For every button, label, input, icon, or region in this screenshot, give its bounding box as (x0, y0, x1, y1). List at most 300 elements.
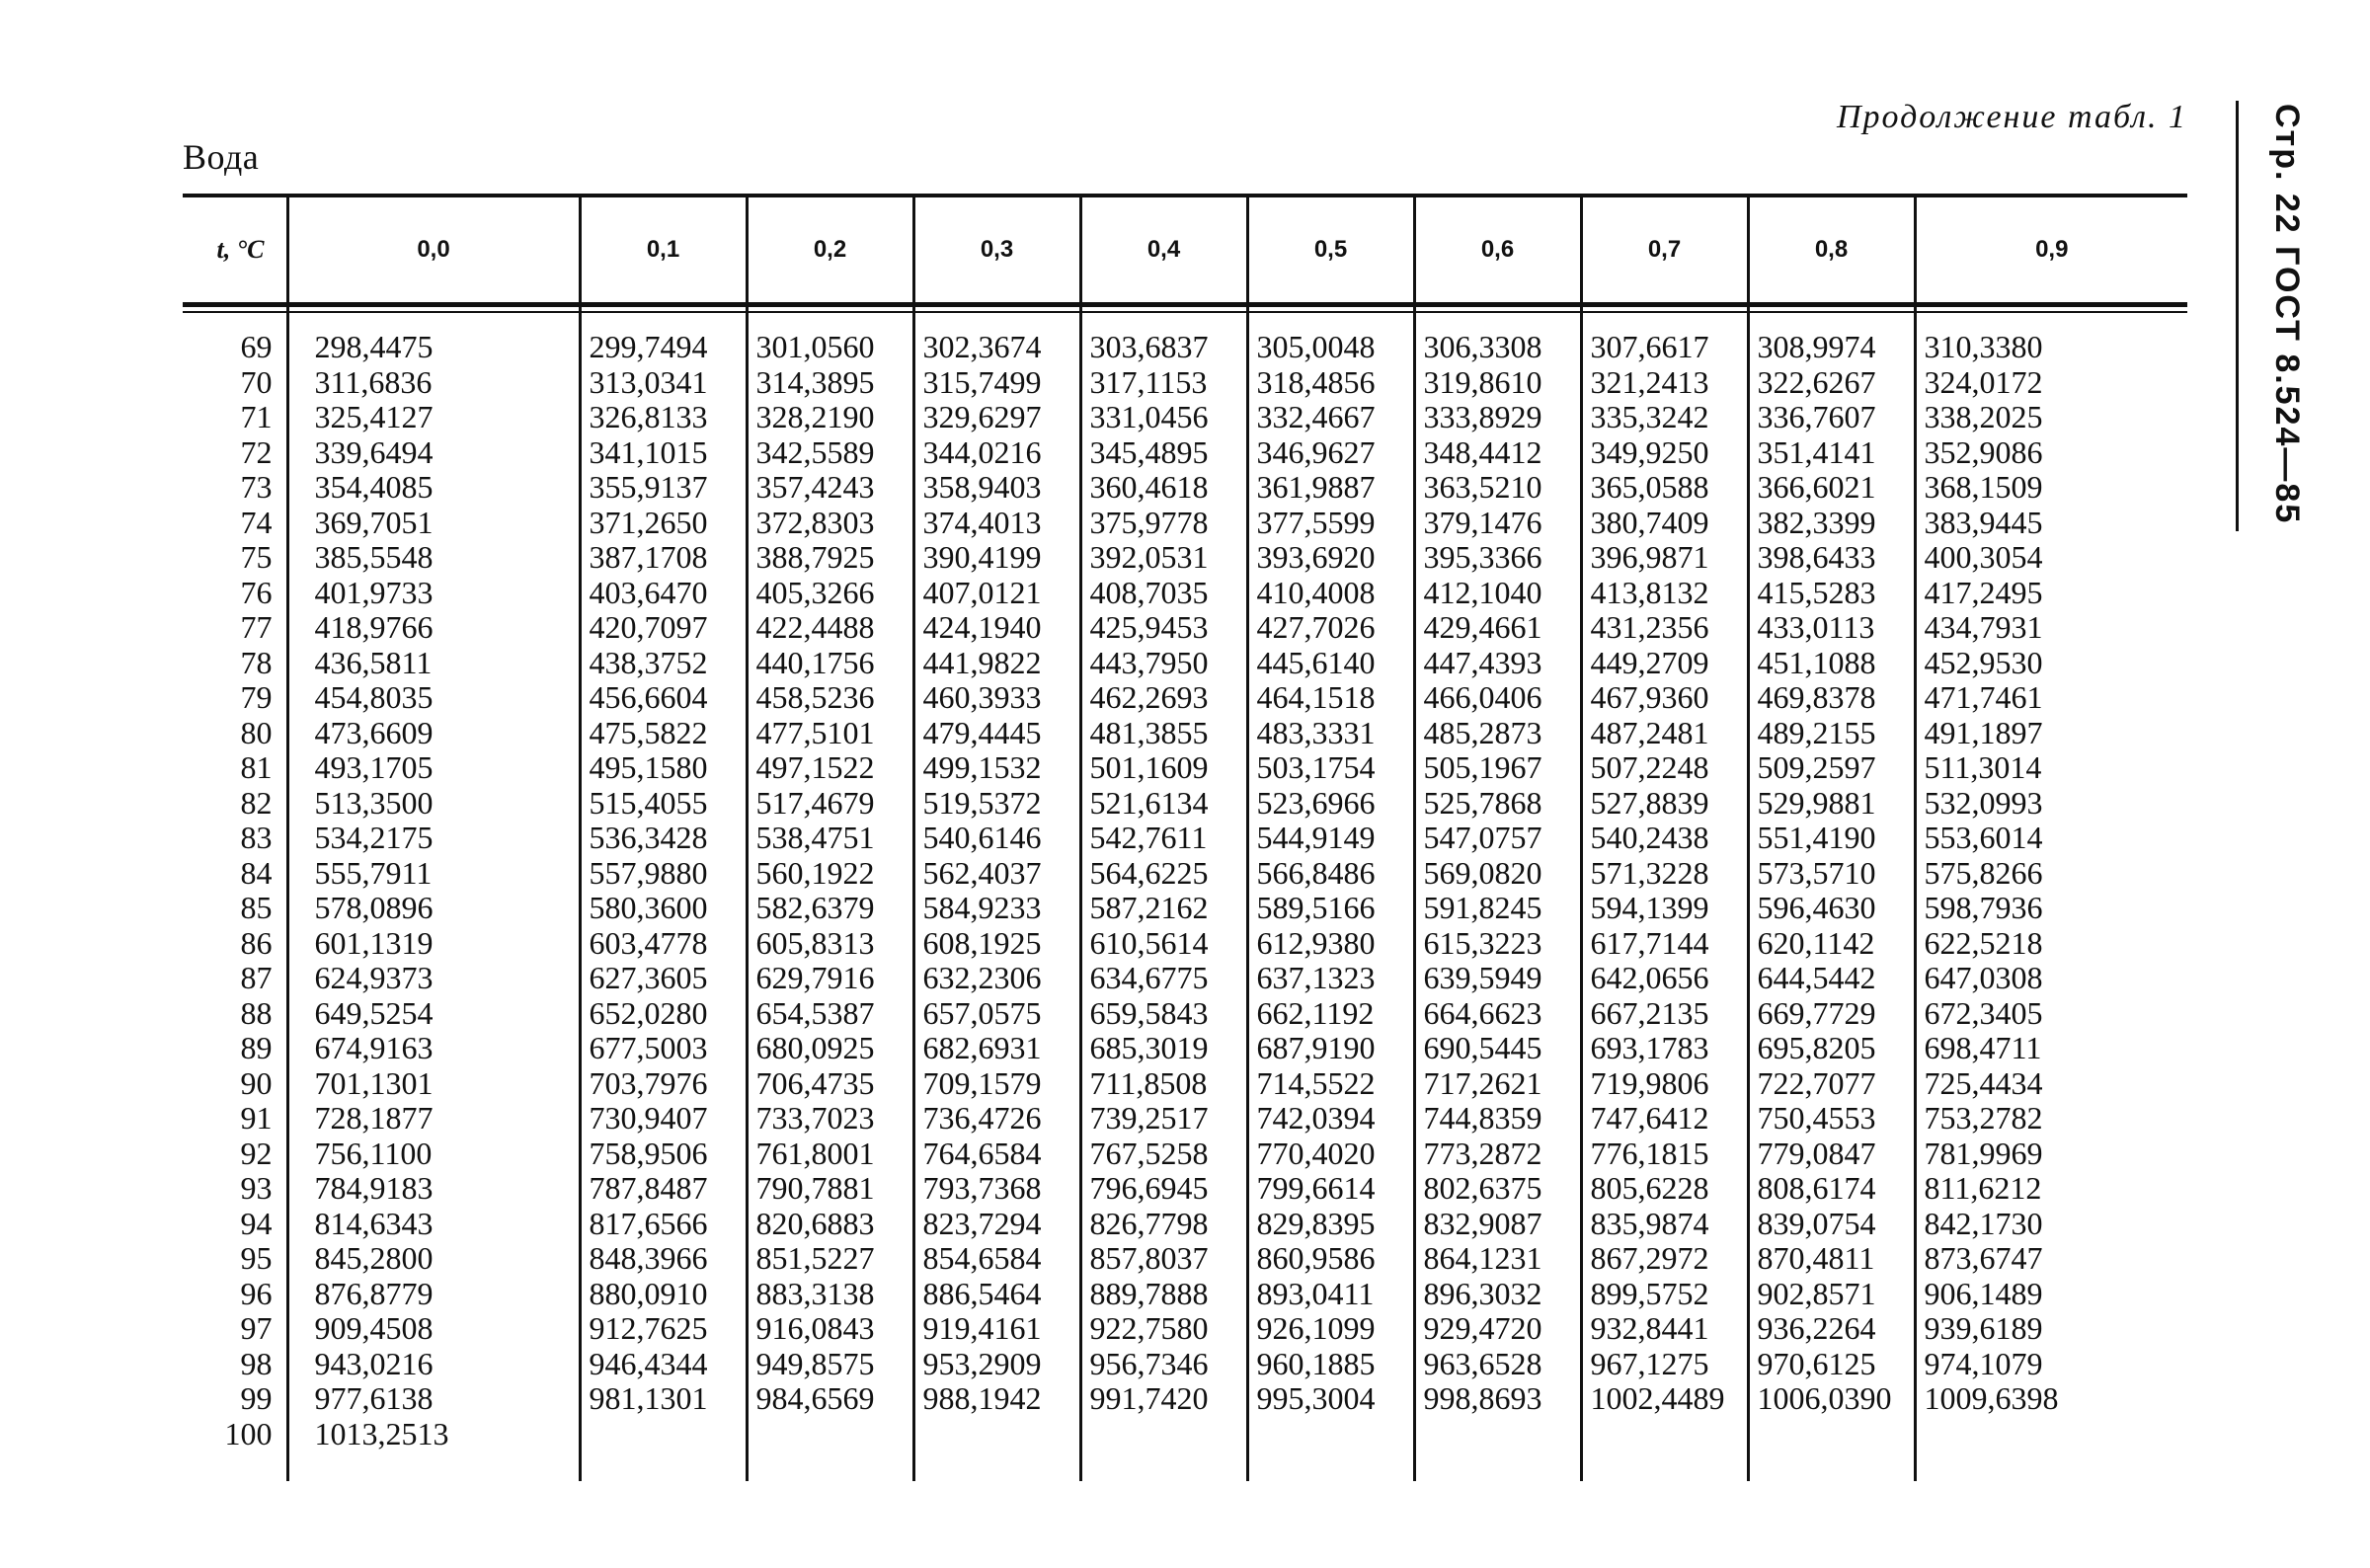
temperature-cell: 90 (240, 1064, 273, 1101)
value-cell: 622,5218 (1915, 926, 2187, 962)
table-row (183, 961, 2187, 996)
temperature-cell: 88 (240, 994, 273, 1031)
value-cell: 906,1489 (1915, 1277, 2187, 1312)
column-header: 0,1 (580, 197, 747, 302)
value-cell: 864,1231 (1414, 1241, 1581, 1277)
value-cell: 889,7888 (1080, 1277, 1247, 1312)
value-cell: 893,0411 (1247, 1277, 1414, 1312)
value-cell: 719,9806 (1581, 1066, 1748, 1102)
value-cell: 534,2175 (287, 821, 580, 856)
value-cell: 532,0993 (1915, 786, 2187, 822)
value-cell: 601,1319 (287, 926, 580, 962)
value-cell: 523,6966 (1247, 786, 1414, 822)
value-cell: 984,6569 (747, 1381, 913, 1417)
value-cell: 499,1532 (913, 750, 1080, 786)
value-cell: 652,0280 (580, 996, 747, 1032)
value-cell: 521,6134 (1080, 786, 1247, 822)
value-cell: 449,2709 (1581, 646, 1748, 681)
value-cell: 615,3223 (1414, 926, 1581, 962)
value-cell: 793,7368 (913, 1171, 1080, 1207)
value-cell: 540,2438 (1581, 821, 1748, 856)
temperature-cell: 86 (240, 924, 273, 961)
table-row (183, 1277, 2187, 1312)
value-cell: 375,9778 (1080, 506, 1247, 541)
value-cell: 644,5442 (1748, 961, 1915, 996)
spacer-cell (1581, 302, 1748, 330)
value-cell: 377,5599 (1247, 506, 1414, 541)
value-cell: 311,6836 (287, 365, 580, 401)
value-cell: 431,2356 (1581, 610, 1748, 646)
value-cell: 412,1040 (1414, 576, 1581, 611)
temperature-cell: 85 (240, 890, 273, 925)
value-cell: 805,6228 (1581, 1171, 1748, 1207)
value-cell: 711,8508 (1080, 1066, 1247, 1102)
spacer-cell (1748, 302, 1915, 330)
value-cell: 319,8610 (1414, 365, 1581, 401)
value-cell: 505,1967 (1414, 750, 1581, 786)
value-cell: 536,3428 (580, 821, 747, 856)
value-cell: 1009,6398 (1915, 1381, 2187, 1417)
value-cell: 422,4488 (747, 610, 913, 646)
value-cell: 717,2621 (1414, 1066, 1581, 1102)
value-cell: 956,7346 (1080, 1347, 1247, 1382)
table-row (183, 1031, 2187, 1066)
value-cell: 627,3605 (580, 961, 747, 996)
value-cell: 390,4199 (913, 540, 1080, 576)
value-cell: 403,6470 (580, 576, 747, 611)
value-cell: 764,6584 (913, 1137, 1080, 1172)
value-cell: 313,0341 (580, 365, 747, 401)
value-cell: 315,7499 (913, 365, 1080, 401)
value-cell: 657,0575 (913, 996, 1080, 1032)
value-cell: 880,0910 (580, 1277, 747, 1312)
value-cell: 540,6146 (913, 821, 1080, 856)
value-cell: 1013,2513 (287, 1417, 580, 1452)
value-cell: 829,8395 (1247, 1207, 1414, 1242)
value-cell: 398,6433 (1748, 540, 1915, 576)
table-body (183, 302, 2187, 1481)
table-row (183, 330, 2187, 365)
temperature-cell: 75 (240, 539, 273, 575)
value-cell: 345,4895 (1080, 435, 1247, 471)
table-row (183, 576, 2187, 611)
value-cell: 624,9373 (287, 961, 580, 996)
value-cell: 564,6225 (1080, 856, 1247, 892)
value-cell: 420,7097 (580, 610, 747, 646)
value-cell: 608,1925 (913, 926, 1080, 962)
value-cell: 517,4679 (747, 786, 913, 822)
value-cell: 310,3380 (1915, 330, 2187, 365)
value-cell: 594,1399 (1581, 891, 1748, 926)
temperature-cell: 72 (240, 433, 273, 470)
value-cell: 706,4735 (747, 1066, 913, 1102)
value-cell: 471,7461 (1915, 680, 2187, 716)
column-header: 0,7 (1581, 197, 1748, 302)
value-cell: 301,0560 (747, 330, 913, 365)
tail-cell (1748, 1451, 1915, 1481)
value-cell: 425,9453 (1080, 610, 1247, 646)
value-cell: 303,6837 (1080, 330, 1247, 365)
tail-cell (1414, 1451, 1581, 1481)
value-cell: 415,5283 (1748, 576, 1915, 611)
value-cell: 808,6174 (1748, 1171, 1915, 1207)
value-cell: 981,1301 (580, 1381, 747, 1417)
value-cell: 802,6375 (1414, 1171, 1581, 1207)
value-cell: 870,4811 (1748, 1241, 1915, 1277)
value-cell: 664,6623 (1414, 996, 1581, 1032)
value-cell: 475,5822 (580, 716, 747, 751)
value-cell: 953,2909 (913, 1347, 1080, 1382)
value-cell: 582,6379 (747, 891, 913, 926)
tail-cell (1080, 1451, 1247, 1481)
side-header (2247, 104, 2306, 525)
tail-cell (747, 1451, 913, 1481)
table-row (183, 1241, 2187, 1277)
value-cell (1247, 1417, 1414, 1452)
value-cell: 349,9250 (1581, 435, 1748, 471)
header-spacer-row (183, 302, 2187, 330)
value-cell: 580,3600 (580, 891, 747, 926)
value-cell: 899,5752 (1581, 1277, 1748, 1312)
value-cell: 380,7409 (1581, 506, 1748, 541)
value-cell: 321,2413 (1581, 365, 1748, 401)
table-row (183, 996, 2187, 1032)
table-row (183, 540, 2187, 576)
value-cell: 413,8132 (1581, 576, 1748, 611)
value-cell: 305,0048 (1247, 330, 1414, 365)
value-cell: 477,5101 (747, 716, 913, 751)
value-cell: 434,7931 (1915, 610, 2187, 646)
value-cell: 467,9360 (1581, 680, 1748, 716)
data-table (183, 197, 2187, 1481)
value-cell: 744,8359 (1414, 1101, 1581, 1137)
value-cell: 773,2872 (1414, 1137, 1581, 1172)
value-cell: 598,7936 (1915, 891, 2187, 926)
value-cell: 351,4141 (1748, 435, 1915, 471)
value-cell: 383,9445 (1915, 506, 2187, 541)
value-cell: 372,8303 (747, 506, 913, 541)
value-cell: 835,9874 (1581, 1207, 1748, 1242)
value-cell: 407,0121 (913, 576, 1080, 611)
value-cell: 637,1323 (1247, 961, 1414, 996)
value-cell: 842,1730 (1915, 1207, 2187, 1242)
value-cell: 328,2190 (747, 400, 913, 435)
value-cell: 360,4618 (1080, 470, 1247, 506)
value-cell: 932,8441 (1581, 1311, 1748, 1347)
value-cell: 358,9403 (913, 470, 1080, 506)
value-cell: 436,5811 (287, 646, 580, 681)
value-cell: 649,5254 (287, 996, 580, 1032)
value-cell: 963,6528 (1414, 1347, 1581, 1382)
value-cell: 796,6945 (1080, 1171, 1247, 1207)
temperature-cell: 91 (240, 1100, 273, 1136)
value-cell: 338,2025 (1915, 400, 2187, 435)
value-cell: 814,6343 (287, 1207, 580, 1242)
spacer-cell (1247, 302, 1414, 330)
value-cell: 318,4856 (1247, 365, 1414, 401)
value-cell: 339,6494 (287, 435, 580, 471)
value-cell: 896,3032 (1414, 1277, 1581, 1312)
value-cell: 603,4778 (580, 926, 747, 962)
value-cell: 354,4085 (287, 470, 580, 506)
value-cell: 916,0843 (747, 1311, 913, 1347)
value-cell: 761,8001 (747, 1137, 913, 1172)
value-cell: 569,0820 (1414, 856, 1581, 892)
value-cell: 538,4751 (747, 821, 913, 856)
value-cell: 1002,4489 (1581, 1381, 1748, 1417)
table-row (183, 646, 2187, 681)
temperature-cell: 80 (240, 714, 273, 750)
value-cell: 369,7051 (287, 506, 580, 541)
value-cell: 770,4020 (1247, 1137, 1414, 1172)
value-cell: 919,4161 (913, 1311, 1080, 1347)
temperature-cell: 95 (240, 1240, 273, 1276)
value-cell: 560,1922 (747, 856, 913, 892)
value-cell: 551,4190 (1748, 821, 1915, 856)
value-cell: 605,8313 (747, 926, 913, 962)
value-cell: 848,3966 (580, 1241, 747, 1277)
table-row (183, 1347, 2187, 1382)
value-cell: 491,1897 (1915, 716, 2187, 751)
value-cell: 382,3399 (1748, 506, 1915, 541)
value-cell: 709,1579 (913, 1066, 1080, 1102)
value-cell: 587,2162 (1080, 891, 1247, 926)
value-cell: 654,5387 (747, 996, 913, 1032)
value-cell: 366,6021 (1748, 470, 1915, 506)
value-cell: 902,8571 (1748, 1277, 1915, 1312)
value-cell: 839,0754 (1748, 1207, 1915, 1242)
column-header: 0,3 (913, 197, 1080, 302)
table-row (183, 470, 2187, 506)
value-cell (1915, 1417, 2187, 1452)
value-cell: 629,7916 (747, 961, 913, 996)
spacer-cell (580, 302, 747, 330)
temperature-cell: 96 (240, 1275, 273, 1311)
side-header-text: Стр. 22 ГОСТ 8.524—85 (2268, 104, 2306, 525)
temperature-cell: 98 (240, 1345, 273, 1381)
value-cell: 519,5372 (913, 786, 1080, 822)
value-cell: 454,8035 (287, 680, 580, 716)
value-cell: 991,7420 (1080, 1381, 1247, 1417)
value-cell: 324,0172 (1915, 365, 2187, 401)
value-cell: 639,5949 (1414, 961, 1581, 996)
table-row (183, 1311, 2187, 1347)
value-cell: 722,7077 (1748, 1066, 1915, 1102)
value-cell: 368,1509 (1915, 470, 2187, 506)
spacer-cell (1915, 302, 2187, 330)
value-cell: 677,5003 (580, 1031, 747, 1066)
table-row (183, 680, 2187, 716)
value-cell: 333,8929 (1414, 400, 1581, 435)
value-cell: 371,2650 (580, 506, 747, 541)
value-cell: 736,4726 (913, 1101, 1080, 1137)
value-cell: 341,1015 (580, 435, 747, 471)
value-cell: 787,8487 (580, 1171, 747, 1207)
value-cell: 329,6297 (913, 400, 1080, 435)
value-cell: 544,9149 (1247, 821, 1414, 856)
value-cell: 610,5614 (1080, 926, 1247, 962)
value-cell (1581, 1417, 1748, 1452)
value-cell: 408,7035 (1080, 576, 1247, 611)
value-cell: 307,6617 (1581, 330, 1748, 365)
table-row (183, 1381, 2187, 1417)
temperature-cell: 79 (240, 679, 273, 715)
value-cell: 883,3138 (747, 1277, 913, 1312)
temperature-cell: 71 (240, 399, 273, 434)
value-cell: 314,3895 (747, 365, 913, 401)
value-cell: 400,3054 (1915, 540, 2187, 576)
value-cell: 427,7026 (1247, 610, 1414, 646)
value-cell: 374,4013 (913, 506, 1080, 541)
spacer-cell (1414, 302, 1581, 330)
value-cell: 669,7729 (1748, 996, 1915, 1032)
value-cell: 826,7798 (1080, 1207, 1247, 1242)
value-cell: 575,8266 (1915, 856, 2187, 892)
value-cell: 988,1942 (913, 1381, 1080, 1417)
value-cell (1080, 1417, 1247, 1452)
table-row (183, 786, 2187, 822)
table-row (183, 1417, 2187, 1452)
value-cell: 395,3366 (1414, 540, 1581, 576)
value-cell: 509,2597 (1748, 750, 1915, 786)
value-cell: 943,0216 (287, 1347, 580, 1382)
value-cell: 799,6614 (1247, 1171, 1414, 1207)
column-header-t-label: t, °C (216, 235, 265, 264)
value-cell (580, 1417, 747, 1452)
value-cell: 811,6212 (1915, 1171, 2187, 1207)
value-cell: 460,3933 (913, 680, 1080, 716)
value-cell: 348,4412 (1414, 435, 1581, 471)
value-cell: 922,7580 (1080, 1311, 1247, 1347)
value-cell: 573,5710 (1748, 856, 1915, 892)
spacer-cell (1080, 302, 1247, 330)
value-cell: 331,0456 (1080, 400, 1247, 435)
value-cell: 352,9086 (1915, 435, 2187, 471)
value-cell: 612,9380 (1247, 926, 1414, 962)
value-cell (747, 1417, 913, 1452)
tail-cell (287, 1451, 580, 1481)
value-cell: 672,3405 (1915, 996, 2187, 1032)
value-cell: 322,6267 (1748, 365, 1915, 401)
value-cell: 501,1609 (1080, 750, 1247, 786)
value-cell: 306,3308 (1414, 330, 1581, 365)
value-cell: 756,1100 (287, 1137, 580, 1172)
value-cell: 698,4711 (1915, 1031, 2187, 1066)
value-cell: 632,2306 (913, 961, 1080, 996)
column-header: 0,5 (1247, 197, 1414, 302)
temperature-cell: 82 (240, 784, 273, 821)
value-cell: 515,4055 (580, 786, 747, 822)
value-cell: 317,1153 (1080, 365, 1247, 401)
value-cell: 443,7950 (1080, 646, 1247, 681)
value-cell: 784,9183 (287, 1171, 580, 1207)
value-cell: 562,4037 (913, 856, 1080, 892)
temperature-cell: 70 (240, 363, 273, 400)
value-cell: 912,7625 (580, 1311, 747, 1347)
value-cell: 469,8378 (1748, 680, 1915, 716)
spacer-cell (747, 302, 913, 330)
value-cell: 817,6566 (580, 1207, 747, 1242)
temperature-cell: 77 (240, 609, 273, 645)
value-cell: 452,9530 (1915, 646, 2187, 681)
value-cell: 685,3019 (1080, 1031, 1247, 1066)
value-cell: 424,1940 (913, 610, 1080, 646)
temperature-cell: 97 (240, 1310, 273, 1346)
value-cell: 326,8133 (580, 400, 747, 435)
value-cell: 458,5236 (747, 680, 913, 716)
page-title: Вода (183, 137, 260, 177)
value-cell: 302,3674 (913, 330, 1080, 365)
value-cell: 714,5522 (1247, 1066, 1414, 1102)
value-cell: 929,4720 (1414, 1311, 1581, 1347)
value-cell: 445,6140 (1247, 646, 1414, 681)
value-cell: 960,1885 (1247, 1347, 1414, 1382)
value-cell: 873,6747 (1915, 1241, 2187, 1277)
value-cell: 695,8205 (1748, 1031, 1915, 1066)
value-cell: 473,6609 (287, 716, 580, 751)
table-header-row (183, 197, 2187, 302)
value-cell: 542,7611 (1080, 821, 1247, 856)
value-cell: 779,0847 (1748, 1137, 1915, 1172)
value-cell: 949,8575 (747, 1347, 913, 1382)
value-cell: 974,1079 (1915, 1347, 2187, 1382)
value-cell: 647,0308 (1915, 961, 2187, 996)
value-cell: 667,2135 (1581, 996, 1748, 1032)
spacer-cell (287, 302, 580, 330)
value-cell: 596,4630 (1748, 891, 1915, 926)
value-cell: 662,1192 (1247, 996, 1414, 1032)
value-cell: 860,9586 (1247, 1241, 1414, 1277)
value-cell: 466,0406 (1414, 680, 1581, 716)
column-header-t (183, 197, 287, 302)
value-cell: 433,0113 (1748, 610, 1915, 646)
value-cell: 396,9871 (1581, 540, 1748, 576)
value-cell: 620,1142 (1748, 926, 1915, 962)
value-cell: 767,5258 (1080, 1137, 1247, 1172)
value-cell: 417,2495 (1915, 576, 2187, 611)
value-cell: 308,9974 (1748, 330, 1915, 365)
spacer-cell (913, 302, 1080, 330)
value-cell: 405,3266 (747, 576, 913, 611)
value-cell: 820,6883 (747, 1207, 913, 1242)
temperature-cell: 81 (240, 749, 273, 785)
value-cell: 451,1088 (1748, 646, 1915, 681)
table-continuation-note: Продолжение табл. 1 (1837, 99, 2188, 135)
value-cell: 1006,0390 (1748, 1381, 1915, 1417)
tail-cell (580, 1451, 747, 1481)
table-row (183, 365, 2187, 401)
spacer-cell (183, 302, 287, 330)
value-cell: 790,7881 (747, 1171, 913, 1207)
value-cell: 511,3014 (1915, 750, 2187, 786)
column-header: 0,8 (1748, 197, 1915, 302)
value-cell: 995,3004 (1247, 1381, 1414, 1417)
value-cell: 617,7144 (1581, 926, 1748, 962)
value-cell: 739,2517 (1080, 1101, 1247, 1137)
value-cell: 977,6138 (287, 1381, 580, 1417)
value-cell: 346,9627 (1247, 435, 1414, 471)
value-cell: 493,1705 (287, 750, 580, 786)
value-cell: 355,9137 (580, 470, 747, 506)
column-header: 0,9 (1915, 197, 2187, 302)
value-cell: 750,4553 (1748, 1101, 1915, 1137)
temperature-cell: 78 (240, 644, 273, 680)
column-header: 0,4 (1080, 197, 1247, 302)
temperature-cell: 84 (240, 854, 273, 891)
value-cell: 758,9506 (580, 1137, 747, 1172)
table-row (183, 1207, 2187, 1242)
value-cell: 441,9822 (913, 646, 1080, 681)
